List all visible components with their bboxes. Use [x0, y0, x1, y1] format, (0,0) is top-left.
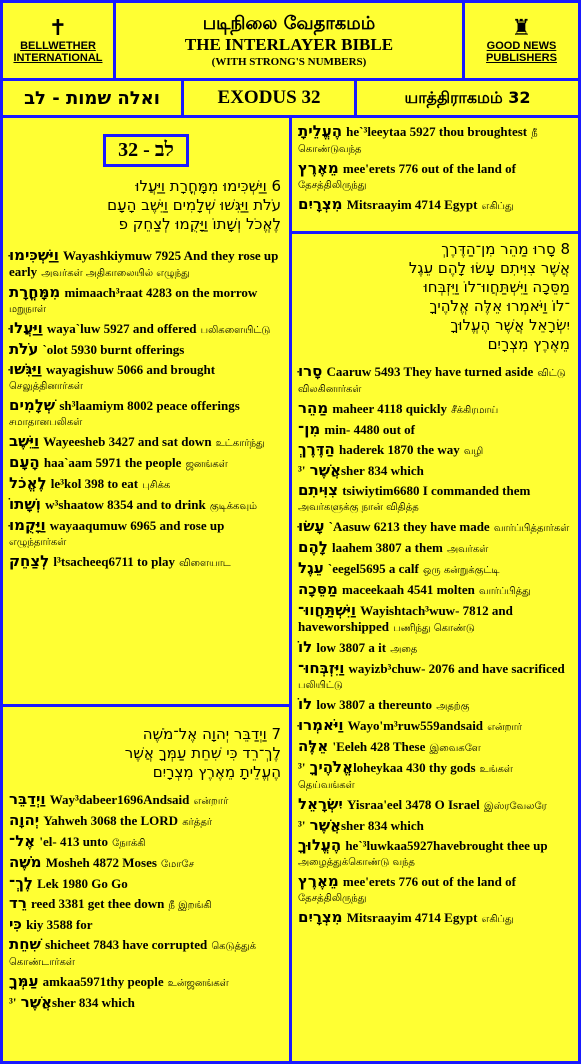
transliteration-gloss: haderek 1870 the way [338, 442, 460, 457]
verse-6-panel [3, 118, 289, 704]
hebrew-word: עֵגֶל [298, 559, 324, 577]
word-entry [9, 995, 283, 1011]
logo-line-1: BELLWETHER [20, 39, 96, 52]
transliteration-gloss: Wayo'm³ruw559andsaid [347, 718, 484, 733]
word-entry [298, 818, 572, 834]
hebrew-word: מֹשֶׁה [9, 853, 42, 871]
word-entry [9, 937, 283, 970]
transliteration-gloss: tsiwiytim6680 I commanded them [342, 483, 531, 498]
word-entry [9, 455, 283, 472]
word-entry [9, 855, 283, 872]
hebrew-word: לֶךְ־ [9, 874, 33, 892]
bar-english [184, 81, 354, 115]
transliteration-gloss: wayizb³chuw- 2076 and have sacrificed [348, 661, 565, 676]
word-entry [298, 561, 572, 578]
transliteration-gloss: maceekaah 4541 molten [342, 582, 475, 597]
hebrew-word: הַדֶּרֶךְ [298, 440, 335, 458]
transliteration-gloss: le³kol 398 to eat [50, 476, 139, 491]
hebrew-word: מֵאֶרֶץ [298, 159, 339, 177]
word-entry [9, 792, 283, 809]
transliteration-gloss: Wayashkiymuw 7925 And they rose up early [9, 248, 279, 279]
hebrew-word: מִן־ [298, 420, 321, 438]
tamil-gloss: அவர்கள் அதிகாலையில் எழுந்து [41, 268, 190, 279]
hebrew-word: וַיִּשְׁתַּחֲווּ־ [298, 601, 357, 619]
word-entry [9, 554, 283, 571]
hebrew-line: ־לוֹ וַיֹּאמְרוּ אֵלֶּה אֱלֹהֶיךָ [429, 297, 570, 315]
word-entry [9, 876, 283, 892]
word-entry [298, 364, 572, 397]
hebrew-line: לֶךְ־רֵד כִּי שִׁחֵת עַמְּךָ אֲשֶׁר [124, 744, 281, 762]
verse-8-entries [292, 364, 578, 927]
title-subtitle: (WITH STRONG'S NUMBERS) [211, 55, 367, 68]
transliteration-gloss: '³sher 834 which [9, 995, 135, 1010]
transliteration-gloss: kiy 3588 for [26, 917, 93, 932]
word-entry [298, 401, 572, 418]
hebrew-line: 6 וַיַּשְׁכִּימוּ מִמָּחֳרָת וַיַּעֲלוּ [135, 177, 281, 195]
transliteration-gloss: amkaa5971thy people [42, 974, 164, 989]
shepherd-icon: ✝ [48, 15, 68, 41]
title-english: THE INTERLAYER BIBLE [184, 34, 394, 54]
word-entry [9, 974, 283, 991]
tamil-gloss: பலிகளையிட்டு [200, 325, 271, 336]
tamil-gloss: அதை [390, 644, 418, 655]
transliteration-gloss: Yahweh 3068 the LORD [43, 813, 179, 828]
transliteration-gloss: mimaach³raat 4283 on the morrow [64, 285, 258, 300]
transliteration-gloss: Way³dabeer1696Andsaid [49, 792, 190, 807]
tamil-gloss: வார்ப்பித்து [479, 586, 531, 597]
word-entry [298, 422, 572, 438]
hebrew-word: לֶאֱכֹל [9, 474, 47, 492]
word-entry [298, 640, 572, 657]
tamil-gloss: என்றார் [193, 796, 229, 807]
transliteration-gloss: Mitsraayim 4714 Egypt [346, 910, 478, 925]
hebrew-line: 7 וַיְדַבֵּר יְהוָה אֶל־מֹשֶׁה [142, 725, 281, 743]
transliteration-gloss: haa`aam 5971 the people [43, 455, 182, 470]
bar-hebrew-text: ואלה שמות - לב [24, 87, 160, 109]
hebrew-line: מֵאֶרֶץ מִצְרָיִם [487, 335, 570, 353]
good-news-logo [465, 3, 578, 78]
hebrew-word: וַיֵּשֶׁב [9, 432, 40, 450]
tamil-gloss: செலுத்தினார்கள் [9, 381, 83, 392]
hebrew-word: אֱלֹהֶיךָ [309, 758, 354, 776]
tamil-gloss: கர்த்தர் [182, 817, 213, 828]
hebrew-word: עַמְּךָ [9, 972, 39, 990]
title-block [116, 3, 462, 78]
verse-7-continued-entries [292, 124, 578, 214]
tamil-gloss: நீ இறங்கி [168, 900, 212, 911]
tamil-gloss: அதற்கு [436, 701, 470, 712]
tamil-gloss: வழி [463, 446, 484, 457]
bar-tamil [357, 81, 578, 115]
transliteration-gloss: '³sher 834 which [298, 818, 424, 833]
bar-english-text: EXODUS 32 [217, 87, 321, 108]
word-entry [298, 874, 572, 906]
transliteration-gloss: Mitsraayim 4714 Egypt [346, 197, 478, 212]
hebrew-line: עֹלֹת וַיַּגִּשׁוּ שְׁלָמִים וַיֵּשֶׁב הָעָם [107, 196, 281, 214]
tamil-gloss: மறுநாள் [9, 304, 47, 315]
verse-7-continued-panel [292, 118, 578, 231]
hebrew-word: אֵלֶּה [298, 737, 329, 755]
tamil-gloss: அவர்களுக்கு நான் விதித்த [298, 502, 419, 513]
hebrew-word: אֲשֶׁר [20, 993, 52, 1011]
word-entry [9, 248, 283, 281]
tamil-gloss: சமாதானபலிகள் [9, 417, 83, 428]
hebrew-word: מִצְרָיִם [298, 195, 343, 213]
transliteration-gloss: reed 3381 get thee down [31, 896, 165, 911]
transliteration-gloss: wayagishuw 5066 and brought [45, 362, 216, 377]
word-entry [298, 661, 572, 693]
word-entry [298, 910, 572, 927]
word-entry [9, 813, 283, 830]
hebrew-word: אֶל־ [9, 832, 36, 850]
tamil-gloss: மோசே [161, 859, 195, 870]
word-entry [298, 161, 572, 193]
hebrew-word: אֲשֶׁר [309, 461, 341, 479]
logo-line-2: INTERNATIONAL [13, 51, 103, 64]
verse-7-panel [3, 707, 289, 1061]
tamil-gloss: கெடுத்துக் கொண்டார்கள் [9, 941, 257, 968]
transliteration-gloss: low 3807 a it [316, 640, 387, 655]
transliteration-gloss: maheer 4118 quickly [332, 401, 447, 416]
transliteration-gloss: Lek 1980 Go Go [37, 876, 128, 891]
hebrew-word: צִוִּיתִם [298, 481, 339, 499]
word-entry [9, 342, 283, 358]
hebrew-word: עָשׂוּ [298, 517, 325, 535]
tamil-gloss: என்றார் [487, 722, 522, 733]
bar-tamil-text: யாத்திராகமம் 32 [404, 87, 531, 107]
transliteration-gloss: Caaruw 5493 They have turned aside [326, 364, 534, 379]
hebrew-word: אֲשֶׁר [309, 816, 341, 834]
word-entry [9, 321, 283, 338]
hebrew-word: לָהֶם [298, 538, 328, 556]
transliteration-gloss: '³sher 834 which [298, 463, 424, 478]
tamil-gloss: எகிப்து [481, 914, 514, 925]
word-entry [9, 896, 283, 913]
hebrew-word: סָרוּ [298, 362, 323, 380]
tamil-gloss: குடிக்கவும் [209, 501, 258, 512]
transliteration-gloss: sh³laamiym 8002 peace offerings [59, 398, 240, 413]
word-entry [298, 124, 572, 157]
hebrew-word: כִּי [9, 915, 22, 933]
tamil-gloss: பணிந்து கொண்டு [393, 623, 475, 634]
hebrew-word: מַסֵּכָה [298, 580, 338, 598]
hebrew-word: הֶעֱלוּךָ [298, 836, 342, 854]
hebrew-line: אֲשֶׁר צִוִּיתִם עָשׂוּ לָהֶם עֵגֶל [408, 259, 570, 277]
bar-hebrew [3, 81, 181, 115]
hebrew-word: יְהוָה [9, 811, 40, 829]
word-entry [9, 398, 283, 430]
hebrew-word: הָעָם [9, 453, 40, 471]
transliteration-gloss: Wayishtach³wuw- 7812 and haveworshipped [298, 603, 513, 634]
transliteration-gloss: shicheet 7843 have corrupted [45, 937, 208, 952]
verse-6-entries [3, 248, 289, 571]
hebrew-line: יִשְׂרָאֵל אֲשֶׁר הֶעֱלוּךָ [450, 316, 570, 334]
hebrew-word: שְׁלָמִים [9, 396, 56, 414]
word-entry [298, 197, 572, 214]
hebrew-word: לוֹ [298, 638, 313, 656]
verse-7-hebrew [3, 725, 289, 782]
torch-icon: ♜ [511, 15, 532, 41]
transliteration-gloss: l³tsacheeq6711 to play [53, 554, 175, 569]
transliteration-gloss: '³loheykaa 430 thy gods [298, 760, 476, 775]
tamil-gloss: இஸ்ரவேலரே [483, 801, 547, 812]
tamil-gloss: அழைத்துக்கொண்டு வந்த [298, 857, 415, 868]
transliteration-gloss: he`³leeytaa 5927 thou broughtest [346, 124, 528, 139]
transliteration-gloss: laahem 3807 a them [331, 540, 443, 555]
verse-8-panel [292, 234, 578, 1061]
transliteration-gloss: waya`luw 5927 and offered [46, 321, 197, 336]
hebrew-word: עֹלֹת [9, 340, 39, 358]
bellwether-logo [3, 3, 113, 78]
tamil-gloss: சீக்கிரமாய் [451, 405, 499, 416]
tamil-gloss: எழுந்தார்கள் [9, 537, 67, 548]
word-entry [298, 760, 572, 793]
tamil-gloss: ஜனங்கள் [185, 459, 228, 470]
hebrew-word: וַיַּשְׁכִּימוּ [9, 246, 59, 264]
hebrew-word: יִשְׂרָאֵל [298, 795, 343, 813]
hebrew-line: מַסֵּכָה וַיִּשְׁתַּחֲווּ־לוֹ וַיִּזְבְּחוּ [423, 278, 570, 296]
word-entry [9, 834, 283, 851]
hebrew-word: וַיַּגִּשׁוּ [9, 360, 42, 378]
hebrew-word: מַהֵר [298, 399, 329, 417]
transliteration-gloss: w³shaatow 8354 and to drink [45, 497, 206, 512]
tamil-gloss: அவர்கள் [446, 544, 489, 555]
word-entry [298, 797, 572, 814]
word-entry [9, 917, 283, 933]
tamil-gloss: வார்ப்பித்தார்கள் [493, 523, 570, 534]
tamil-gloss: உட்கார்ந்து [215, 438, 265, 449]
word-entry [298, 838, 572, 870]
transliteration-gloss: mee'erets 776 out of the land of [342, 161, 516, 176]
transliteration-gloss: `Aasuw 6213 they have made [328, 519, 490, 534]
word-entry [298, 519, 572, 536]
hebrew-word: שִׁחֵת [9, 935, 41, 953]
tamil-gloss: இவைகளே [429, 743, 481, 754]
word-entry [298, 483, 572, 515]
word-entry [9, 285, 283, 317]
tamil-gloss: தேசத்திலிருந்து [298, 893, 367, 904]
title-tamil: படிநிலை வேதாகமம் [202, 12, 376, 34]
hebrew-word: מִצְרָיִם [298, 908, 343, 926]
hebrew-line: לֶאֱכֹל וְשָׁתוֹ וַיָּקֻמוּ לְצַחֵק פ [118, 215, 281, 233]
word-entry [298, 540, 572, 557]
logo-line-1: GOOD NEWS [486, 39, 557, 52]
hebrew-word: וַיָּקֻמוּ [9, 516, 46, 534]
verse-8-hebrew [292, 240, 578, 354]
hebrew-word: מִמָּחֳרָת [9, 283, 61, 301]
tamil-gloss: புசிக்க [142, 480, 171, 491]
word-entry [298, 442, 572, 459]
hebrew-word: וַיַּעֲלוּ [9, 319, 43, 337]
transliteration-gloss: `eegel5695 a calf [327, 561, 419, 576]
hebrew-word: לְצַחֵק [9, 552, 50, 570]
hebrew-line: הֶעֱלֵיתָ מֵאֶרֶץ מִצְרָיִם [152, 763, 281, 781]
hebrew-word: רֵד [9, 894, 27, 912]
hebrew-word: וְשָׁתוֹ [9, 495, 41, 513]
tamil-gloss: எகிப்து [481, 201, 514, 212]
word-entry [298, 697, 572, 714]
hebrew-word: הֶעֱלֵיתָ [298, 122, 343, 140]
tamil-gloss: நோக்கி [112, 838, 146, 849]
transliteration-gloss: 'el- 413 unto [39, 834, 108, 849]
tamil-gloss: விளையாட [179, 558, 231, 569]
word-entry [9, 518, 283, 550]
hebrew-word: וַיֹּאמְרוּ [298, 716, 344, 734]
tamil-gloss: பலியிட்டு [298, 680, 343, 691]
tamil-gloss: நீ கொண்டுவந்த [298, 128, 538, 155]
hebrew-word: לוֹ [298, 695, 313, 713]
verse-7-entries [3, 792, 289, 1011]
transliteration-gloss: Mosheh 4872 Moses [45, 855, 157, 870]
word-entry [9, 362, 283, 394]
transliteration-gloss: he`³luwkaa5927havebrought thee up [345, 838, 548, 853]
word-entry [9, 497, 283, 514]
tamil-gloss: தேசத்திலிருந்து [298, 180, 367, 191]
tamil-gloss: உங்கள் தெய்வங்கள் [298, 764, 513, 791]
word-entry [298, 603, 572, 636]
transliteration-gloss: low 3807 a thereunto [316, 697, 433, 712]
transliteration-gloss: Yisraa'eel 3478 O Israel [346, 797, 480, 812]
word-entry [298, 739, 572, 756]
logo-line-2: PUBLISHERS [486, 51, 557, 64]
transliteration-gloss: 'Eeleh 428 These [332, 739, 426, 754]
word-entry [9, 476, 283, 493]
transliteration-gloss: mee'erets 776 out of the land of [342, 874, 516, 889]
word-entry [9, 434, 283, 451]
hebrew-word: מֵאֶרֶץ [298, 872, 339, 890]
transliteration-gloss: min- 4480 out of [324, 422, 416, 437]
word-entry [298, 582, 572, 599]
transliteration-gloss: wayaaqumuw 6965 and rose up [49, 518, 225, 533]
hebrew-word: וַיְדַבֵּר [9, 790, 46, 808]
hebrew-line: 8 סָרוּ מַהֵר מִן־הַדֶּרֶךְ [441, 240, 570, 258]
word-entry [298, 463, 572, 479]
tamil-gloss: ஒரு கன்றுக்குட்டி [423, 565, 500, 576]
transliteration-gloss: Wayeesheb 3427 and sat down [43, 434, 212, 449]
tamil-gloss: விட்டு விலகினார்கள் [298, 368, 566, 395]
hebrew-word: וַיִּזְבְּחוּ־ [298, 659, 345, 677]
chapter-box: לב - 32 [103, 134, 189, 167]
tamil-gloss: உன்ஜனங்கள் [167, 978, 229, 989]
transliteration-gloss: `olot 5930 burnt offerings [42, 342, 185, 357]
verse-6-hebrew [3, 177, 289, 234]
word-entry [298, 718, 572, 735]
